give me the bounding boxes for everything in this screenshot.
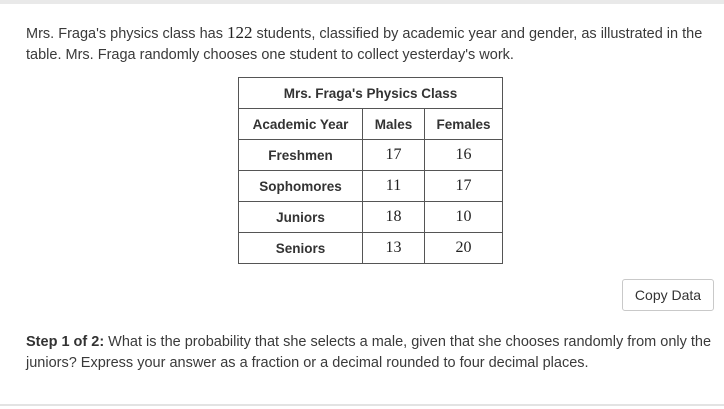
- row-year-label: Juniors: [239, 202, 363, 233]
- table-caption: Mrs. Fraga's Physics Class: [239, 78, 503, 109]
- question-text: [26, 332, 716, 374]
- table-row: [239, 171, 503, 202]
- row-year-label: Sophomores: [239, 171, 363, 202]
- header-academic-year: Academic Year: [239, 109, 363, 140]
- physics-class-table: [238, 77, 503, 264]
- row-year-label: Seniors: [239, 233, 363, 264]
- table-row: [239, 233, 503, 264]
- intro-text-start: Mrs. Fraga's physics class has: [26, 26, 227, 42]
- males-count: 13: [363, 233, 425, 264]
- step-label: Step 1 of 2:: [26, 334, 105, 350]
- table-row: [239, 140, 503, 171]
- row-year-label: Freshmen: [239, 140, 363, 171]
- problem-intro: [26, 22, 716, 66]
- table-header-row: [239, 109, 503, 140]
- males-count: 11: [363, 171, 425, 202]
- males-count: 17: [363, 140, 425, 171]
- table-caption-row: [239, 78, 503, 109]
- question-body: What is the probability that she selects a male, given that she chooses randomly from only the juniors? Express your answer as a fraction or a decimal rounded to four decimal places.: [26, 334, 712, 371]
- student-count: 122: [227, 23, 253, 42]
- top-divider: [0, 0, 724, 4]
- females-count: 16: [425, 140, 503, 171]
- table-row: [239, 202, 503, 233]
- copy-data-button[interactable]: Copy Data: [622, 279, 714, 311]
- header-males: Males: [363, 109, 425, 140]
- males-count: 18: [363, 202, 425, 233]
- females-count: 10: [425, 202, 503, 233]
- females-count: 17: [425, 171, 503, 202]
- females-count: 20: [425, 233, 503, 264]
- bottom-divider: [0, 404, 724, 406]
- intro-text-end: students, classified by academic year and gender, as illustrated in the table. Mrs. Fraga randomly chooses one student to collect yesterday's work.: [26, 26, 703, 63]
- header-females: Females: [425, 109, 503, 140]
